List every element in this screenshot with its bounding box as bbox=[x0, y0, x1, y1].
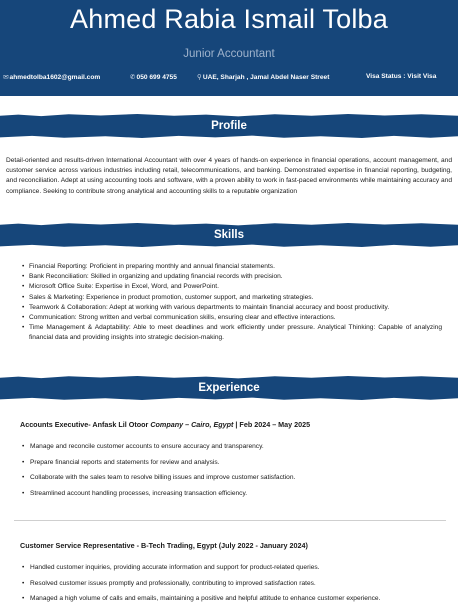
brush-stroke-bottom bbox=[0, 135, 458, 138]
list-item: • Communication: Strong written and verbal communication skills, ensuring clear and effective interactions. bbox=[22, 313, 442, 323]
list-item: • Microsoft Office Suite: Expertise in Excel, Word, and PowerPoint. bbox=[22, 282, 442, 292]
list-item: • Sales & Marketing: Experience in product promotion, customer support, and marketing strategies. bbox=[22, 293, 442, 303]
contact-email[interactable] bbox=[3, 73, 100, 81]
job-title-2: Customer Service Representative - B-Tech Trading, Egypt (July 2022 - January 2024) bbox=[20, 541, 308, 550]
job-2-bullets bbox=[22, 563, 440, 610]
list-item: • Resolved customer issues promptly and professionally, contributing to improved satisfaction rates. bbox=[22, 579, 440, 595]
experience-heading: Experience bbox=[198, 382, 260, 394]
envelope-icon: ✉ bbox=[3, 74, 9, 81]
resume-header bbox=[0, 0, 458, 96]
contact-phone[interactable] bbox=[130, 73, 177, 81]
skills-list bbox=[22, 262, 442, 344]
list-item: • Handled customer inquiries, providing accurate information and support for product-related queries. bbox=[22, 563, 440, 579]
contact-address bbox=[197, 73, 329, 81]
visa-status: Visa Status : Visit Visa bbox=[366, 73, 437, 80]
location-pin-icon: ⚲ bbox=[197, 74, 202, 81]
profile-summary: Detail-oriented and results-driven International Accountant with over 4 years of hands-on experience in financial operations, account management, and customer service across various industries including retail, telecommunications, and banking. Demonstrated expertise in financial reporting, budgeting, and reconciliation. Adept at using accounting tools and software, with a proven ability to work in fast-paced environments while maintaining accuracy and compliance. Seeking to contribute strong analytical and accounting skills to a reputable organization bbox=[6, 157, 452, 195]
phone-text: 050 699 4755 bbox=[136, 74, 177, 81]
job-title-1: Accounts Executive- Anfask Lil Otoor Company – Cairo, Egypt | Feb 2024 – May 2025 bbox=[20, 420, 311, 429]
list-item: • Collaborate with the sales team to resolve billing issues and improve customer satisfaction. bbox=[22, 473, 440, 489]
skills-section-bar bbox=[0, 223, 458, 247]
job-role: Junior Accountant bbox=[183, 48, 275, 60]
list-item: • Financial Reporting: Proficient in preparing monthly and annual financial statements. bbox=[22, 262, 442, 272]
list-item: • Manage and reconcile customer accounts to ensure accuracy and transparency. bbox=[22, 442, 440, 458]
job-1-bullets bbox=[22, 442, 440, 504]
phone-icon: ✆ bbox=[130, 74, 136, 81]
list-item: • Teamwork & Collaboration: Adept at working with various departments to maintain financial accuracy and boost productivity. bbox=[22, 303, 442, 313]
candidate-name: Ahmed Rabia Ismail Tolba bbox=[70, 4, 388, 34]
profile-heading: Profile bbox=[211, 120, 247, 132]
experience-section-bar bbox=[0, 376, 458, 400]
list-item: • Managed a high volume of calls and emails, maintaining a positive and helpful attitude to enhance customer experience. bbox=[22, 594, 440, 610]
profile-section-bar bbox=[0, 114, 458, 138]
list-item: • Streamlined account handling processes, increasing transaction efficiency. bbox=[22, 489, 440, 505]
brush-stroke-bottom bbox=[0, 397, 458, 400]
address-text: UAE, Sharjah , Jamal Abdel Naser Street bbox=[202, 74, 330, 81]
skills-heading: Skills bbox=[213, 229, 245, 241]
email-text: ahmedtolba1602@gmail.com bbox=[9, 74, 101, 81]
list-item: • Bank Reconciliation: Skilled in organizing and updating financial records with precision. bbox=[22, 272, 442, 282]
list-item: • Prepare financial reports and statements for review and analysis. bbox=[22, 458, 440, 474]
job-divider bbox=[14, 520, 446, 521]
list-item: • Time Management & Adaptability: Able to meet deadlines and work efficiently under pressure. Analytical Thinking: Capable of analyzing financial data and providing insights into strategic decision-making. bbox=[22, 323, 442, 343]
contact-bar bbox=[0, 73, 458, 85]
brush-stroke-bottom bbox=[0, 244, 458, 247]
